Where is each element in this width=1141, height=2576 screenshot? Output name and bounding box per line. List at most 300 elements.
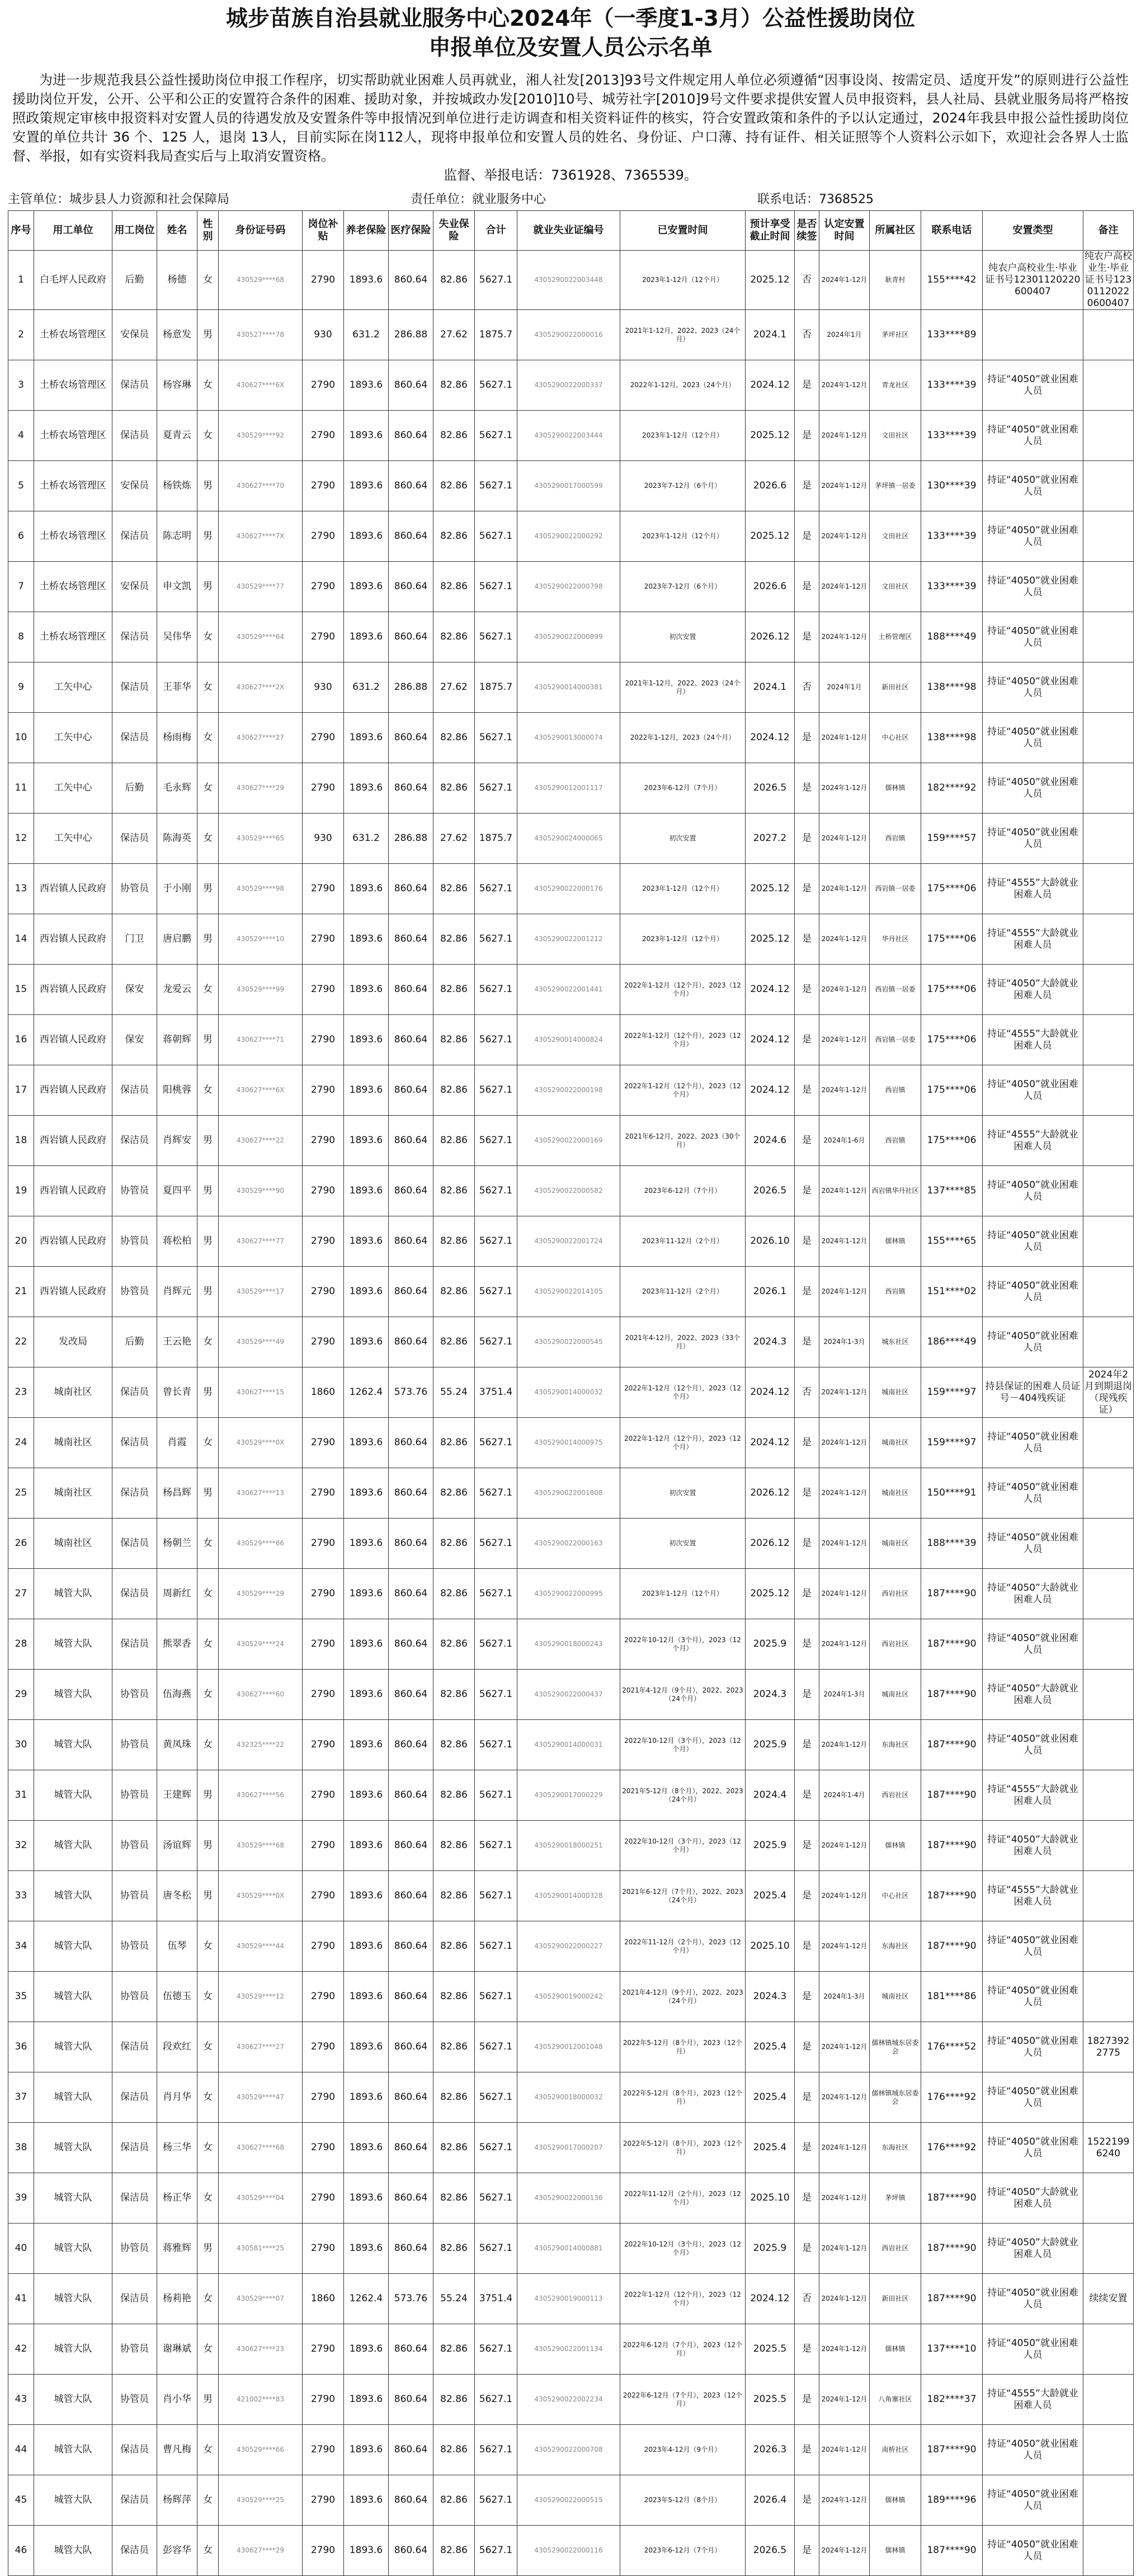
cell-col-gender: 男 [197,1821,219,1871]
cell-col-name: 曾长青 [157,1367,197,1418]
cell-col-renewal: 是 [795,1317,819,1367]
cell-col-post-subsidy: 2790 [303,1871,344,1921]
cell-col-unemployment: 82.86 [433,1619,475,1670]
cell-col-placed-period: 初次安置 [620,612,746,662]
cell-col-name: 陈志明 [157,511,197,562]
cell-col-id-number: 430627****68 [219,2123,303,2173]
cell-col-id-number: 430529****24 [219,1619,303,1670]
cell-col-medical: 860.64 [389,1670,433,1720]
cell-col-post: 协管员 [112,2375,157,2425]
cell-col-phone: 187****90 [921,2526,983,2576]
cell-col-placed-period: 2021年5-12月（8个月），2022、2023（24个月） [620,1770,746,1821]
cell-col-post-subsidy: 2790 [303,763,344,814]
cell-col-phone: 189****96 [921,2475,983,2526]
cell-col-pension: 1893.6 [344,2526,389,2576]
cell-col-certificate-no: 4305290019000113 [517,2274,620,2324]
cell-col-unemployment: 82.86 [433,1267,475,1317]
cell-col-employer: 城管大队 [34,2173,112,2224]
cell-col-certificate-no: 4305290022000798 [517,562,620,612]
cell-col-employer: 城管大队 [34,2072,112,2123]
cell-col-pension: 1893.6 [344,1116,389,1166]
cell-col-confirmed-period: 2024年1-3月 [819,1670,870,1720]
cell-col-gender: 女 [197,763,219,814]
cell-col-index: 37 [8,2072,34,2123]
cell-col-name: 杨朝兰 [157,1519,197,1569]
cell-col-gender: 男 [197,1015,219,1065]
cell-col-index: 4 [8,411,34,461]
cell-col-post-subsidy: 2790 [303,2526,344,2576]
cell-col-community: 儒林镇城东居委会 [870,2022,921,2072]
cell-col-expected-end: 2025.4 [746,2072,795,2123]
cell-col-remarks [1083,2526,1134,2576]
cell-col-phone: 175****06 [921,1116,983,1166]
cell-col-certificate-no: 4305290022001808 [517,1468,620,1519]
cell-col-name: 彭容华 [157,2526,197,2576]
cell-col-total: 5627.1 [475,713,517,763]
cell-col-employer: 土桥农场管理区 [34,411,112,461]
cell-col-placed-period: 2021年6-12月，2022、2023（30个月） [620,1116,746,1166]
cell-col-id-number: 430529****68 [219,1821,303,1871]
cell-col-placement-type: 持证“4050”就业困难人员 [983,2475,1083,2526]
cell-col-post: 保洁员 [112,1418,157,1468]
cell-col-name: 杨容琳 [157,360,197,411]
cell-col-employer: 工矢中心 [34,662,112,713]
cell-col-pension: 1893.6 [344,251,389,310]
cell-col-pension: 1893.6 [344,2375,389,2425]
cell-col-expected-end: 2026.6 [746,562,795,612]
cell-col-phone: 159****97 [921,1367,983,1418]
cell-col-certificate-no: 4305290022002234 [517,2375,620,2425]
cell-col-employer: 工矢中心 [34,713,112,763]
cell-col-pension: 1893.6 [344,1770,389,1821]
cell-col-unemployment: 82.86 [433,864,475,914]
cell-col-placement-type: 持证“4050”就业困难人员 [983,1216,1083,1267]
cell-col-phone: 176****92 [921,2123,983,2173]
table-row [8,2425,1134,2475]
cell-col-placement-type: 持证“4555”大龄就业困难人员 [983,864,1083,914]
cell-col-post: 后勤 [112,1317,157,1367]
cell-col-post-subsidy: 2790 [303,1116,344,1166]
cell-col-certificate-no: 4305290018000032 [517,2072,620,2123]
cell-col-unemployment: 82.86 [433,2173,475,2224]
cell-col-name: 肖辉元 [157,1267,197,1317]
cell-col-unemployment: 82.86 [433,562,475,612]
cell-col-renewal: 是 [795,1116,819,1166]
cell-col-id-number: 430627****6X [219,1065,303,1116]
cell-col-unemployment: 55.24 [433,2274,475,2324]
cell-col-community: 城东社区 [870,1317,921,1367]
cell-col-placement-type: 持证“4050”就业困难人员 [983,2123,1083,2173]
cell-col-renewal: 是 [795,814,819,864]
cell-col-medical: 860.64 [389,2425,433,2475]
cell-col-total: 5627.1 [475,763,517,814]
cell-col-index: 27 [8,1569,34,1619]
cell-col-expected-end: 2025.10 [746,2173,795,2224]
cell-col-certificate-no: 4305290014000975 [517,1418,620,1468]
cell-col-total: 5627.1 [475,2173,517,2224]
cell-col-certificate-no: 4305290022000136 [517,2173,620,2224]
cell-col-gender: 女 [197,1569,219,1619]
cell-col-post-subsidy: 1860 [303,2274,344,2324]
cell-col-expected-end: 2026.5 [746,763,795,814]
cell-col-name: 王云艳 [157,1317,197,1367]
cell-col-community: 城南社区 [870,1972,921,2022]
cell-col-placement-type: 持证“4050”就业困难人员 [983,662,1083,713]
cell-col-community: 西岩镇一居委 [870,864,921,914]
cell-col-remarks [1083,662,1134,713]
cell-col-employer: 城管大队 [34,1921,112,1972]
cell-col-unemployment: 82.86 [433,2375,475,2425]
cell-col-name: 曹凡梅 [157,2425,197,2475]
cell-col-confirmed-period: 2024年1-12月 [819,251,870,310]
cell-col-unemployment: 82.86 [433,1569,475,1619]
cell-col-expected-end: 2026.5 [746,2526,795,2576]
cell-col-unemployment: 82.86 [433,965,475,1015]
cell-col-confirmed-period: 2024年1-12月 [819,1921,870,1972]
cell-col-placed-period: 2021年4-12月（9个月），2022、2023（24个月） [620,1670,746,1720]
cell-col-renewal: 是 [795,2123,819,2173]
cell-col-certificate-no: 4305290022000545 [517,1317,620,1367]
cell-col-post-subsidy: 2790 [303,2123,344,2173]
cell-col-post-subsidy: 2790 [303,2324,344,2375]
cell-col-name: 周新红 [157,1569,197,1619]
cell-col-post: 保洁员 [112,2123,157,2173]
cell-col-community: 城南社区 [870,1418,921,1468]
cell-col-employer: 城管大队 [34,2475,112,2526]
cell-col-total: 3751.4 [475,1367,517,1418]
cell-col-placed-period: 2022年1-12月（12个月），2023（12个月） [620,1367,746,1418]
cell-col-confirmed-period: 2024年1-12月 [819,1468,870,1519]
cell-col-placed-period: 2021年4-12月（9个月），2022、2023（24个月） [620,1972,746,2022]
cell-col-id-number: 430627****77 [219,1216,303,1267]
cell-col-post: 协管员 [112,864,157,914]
cell-col-phone: 159****57 [921,814,983,864]
cell-col-gender: 男 [197,1770,219,1821]
cell-col-post-subsidy: 2790 [303,1519,344,1569]
cell-col-name: 肖霞 [157,1418,197,1468]
cell-col-expected-end: 2025.12 [746,411,795,461]
cell-col-gender: 女 [197,2123,219,2173]
cell-col-confirmed-period: 2024年1-12月 [819,864,870,914]
cell-col-post-subsidy: 2790 [303,1821,344,1871]
cell-col-gender: 女 [197,2425,219,2475]
cell-col-employer: 城管大队 [34,1770,112,1821]
document-subtitle: 申报单位及安置人员公示名单 [428,35,713,60]
cell-col-gender: 男 [197,914,219,965]
cell-col-renewal: 是 [795,2173,819,2224]
cell-col-pension: 1893.6 [344,360,389,411]
cell-col-phone: 188****49 [921,612,983,662]
cell-col-name: 王建辉 [157,1770,197,1821]
cell-col-gender: 男 [197,1468,219,1519]
cell-col-renewal: 否 [795,251,819,310]
cell-col-pension: 1893.6 [344,1972,389,2022]
table-row [8,1418,1134,1468]
cell-col-gender: 女 [197,662,219,713]
header-col-certificate-no: 就业失业证编号 [517,211,620,251]
cell-col-placement-type: 持证“4050”就业困难人员 [983,2324,1083,2375]
table-row [8,1871,1134,1921]
cell-col-community: 西岩社区 [870,1619,921,1670]
cell-col-renewal: 是 [795,1921,819,1972]
cell-col-unemployment: 82.86 [433,2022,475,2072]
contact-phone: 联系电话：7368525 [757,192,874,206]
cell-col-community: 儒林镇 [870,1821,921,1871]
cell-col-confirmed-period: 2024年1-12月 [819,360,870,411]
cell-col-placed-period: 2022年11-12月（2个月），2023（12个月） [620,1921,746,1972]
cell-col-certificate-no: 4305290018000243 [517,1619,620,1670]
cell-col-expected-end: 2024.4 [746,1770,795,1821]
cell-col-confirmed-period: 2024年1-12月 [819,1619,870,1670]
cell-col-unemployment: 27.62 [433,662,475,713]
cell-col-total: 1875.7 [475,814,517,864]
cell-col-post-subsidy: 2790 [303,411,344,461]
cell-col-pension: 1262.4 [344,1367,389,1418]
cell-col-index: 17 [8,1065,34,1116]
cell-col-name: 阳桃蓉 [157,1065,197,1116]
table-row [8,1770,1134,1821]
cell-col-expected-end: 2025.4 [746,1871,795,1921]
cell-col-confirmed-period: 2024年1-6月 [819,1116,870,1166]
cell-col-certificate-no: 4305290022000515 [517,2475,620,2526]
cell-col-medical: 860.64 [389,1972,433,2022]
cell-col-unemployment: 82.86 [433,1317,475,1367]
table-row [8,1921,1134,1972]
cell-col-expected-end: 2024.3 [746,1972,795,2022]
cell-col-post: 保洁员 [112,2274,157,2324]
cell-col-placed-period: 2023年7-12月（6个月） [620,562,746,612]
cell-col-employer: 发改局 [34,1317,112,1367]
cell-col-confirmed-period: 2024年1-12月 [819,411,870,461]
cell-col-confirmed-period: 2024年1-12月 [819,2475,870,2526]
cell-col-expected-end: 2026.12 [746,1468,795,1519]
cell-col-remarks [1083,763,1134,814]
table-row [8,461,1134,511]
cell-col-total: 3751.4 [475,2274,517,2324]
cell-col-post: 保洁员 [112,2425,157,2475]
cell-col-renewal: 否 [795,1367,819,1418]
cell-col-id-number: 430627****56 [219,1770,303,1821]
cell-col-remarks [1083,1267,1134,1317]
cell-col-certificate-no: 4305290014000381 [517,662,620,713]
cell-col-total: 5627.1 [475,2375,517,2425]
cell-col-post: 协管员 [112,1821,157,1871]
cell-col-phone: 130****39 [921,461,983,511]
cell-col-community: 儒林镇 [870,763,921,814]
cell-col-placement-type: 持证“4050”就业困难人员 [983,360,1083,411]
cell-col-confirmed-period: 2024年1-12月 [819,511,870,562]
table-row [8,1216,1134,1267]
cell-col-phone: 175****06 [921,914,983,965]
cell-col-confirmed-period: 2024年1月 [819,310,870,360]
cell-col-name: 申文凯 [157,562,197,612]
cell-col-confirmed-period: 2024年1-12月 [819,1871,870,1921]
cell-col-placed-period: 初次安置 [620,1468,746,1519]
table-row [8,1267,1134,1317]
table-row [8,965,1134,1015]
cell-col-renewal: 是 [795,2425,819,2475]
cell-col-placed-period: 2023年6-12月（7个月） [620,2526,746,2576]
cell-col-unemployment: 82.86 [433,2475,475,2526]
cell-col-gender: 女 [197,2173,219,2224]
cell-col-placed-period: 2022年1-12月，2023（24个月） [620,713,746,763]
cell-col-post: 协管员 [112,1267,157,1317]
cell-col-medical: 860.64 [389,612,433,662]
table-row [8,2072,1134,2123]
cell-col-gender: 女 [197,713,219,763]
cell-col-community: 中心社区 [870,713,921,763]
cell-col-pension: 1893.6 [344,713,389,763]
header-col-unemployment: 失业保险 [433,211,475,251]
cell-col-confirmed-period: 2024年1-4月 [819,1770,870,1821]
cell-col-gender: 女 [197,2526,219,2576]
cell-col-id-number: 430529****0X [219,1871,303,1921]
cell-col-expected-end: 2024.12 [746,1367,795,1418]
cell-col-community: 儒林镇城东居委会 [870,2072,921,2123]
cell-col-phone: 187****90 [921,2425,983,2475]
cell-col-confirmed-period: 2024年1-12月 [819,2123,870,2173]
cell-col-post-subsidy: 2790 [303,2072,344,2123]
cell-col-unemployment: 82.86 [433,1871,475,1921]
cell-col-id-number: 430627****6X [219,360,303,411]
cell-col-phone: 133****39 [921,411,983,461]
table-row [8,1619,1134,1670]
cell-col-medical: 860.64 [389,251,433,310]
cell-col-index: 2 [8,310,34,360]
cell-col-expected-end: 2024.12 [746,1065,795,1116]
cell-col-remarks: 纯农户高校业生·毕业证书号12301120220600407 [1083,251,1134,310]
cell-col-post: 保洁员 [112,1065,157,1116]
cell-col-confirmed-period: 2024年1-12月 [819,461,870,511]
cell-col-pension: 1893.6 [344,2224,389,2274]
cell-col-certificate-no: 4305290014000328 [517,1871,620,1921]
cell-col-placement-type: 持证“4050”就业困难人员 [983,1317,1083,1367]
cell-col-gender: 女 [197,2022,219,2072]
cell-col-medical: 860.64 [389,2173,433,2224]
cell-col-renewal: 是 [795,1972,819,2022]
cell-col-confirmed-period: 2024年1-12月 [819,1015,870,1065]
cell-col-post: 协管员 [112,1972,157,2022]
cell-col-unemployment: 82.86 [433,1015,475,1065]
cell-col-pension: 1893.6 [344,1720,389,1770]
table-row [8,1670,1134,1720]
cell-col-phone: 175****06 [921,864,983,914]
cell-col-phone: 175****06 [921,965,983,1015]
cell-col-employer: 城南社区 [34,1418,112,1468]
cell-col-medical: 860.64 [389,1166,433,1216]
cell-col-index: 23 [8,1367,34,1418]
cell-col-index: 9 [8,662,34,713]
cell-col-id-number: 430627****7X [219,511,303,562]
cell-col-name: 夏四平 [157,1166,197,1216]
cell-col-placed-period: 2022年6-12月（7个月），2023（12个月） [620,2375,746,2425]
cell-col-total: 5627.1 [475,1065,517,1116]
cell-col-medical: 860.64 [389,2224,433,2274]
cell-col-name: 杨雨梅 [157,713,197,763]
cell-col-post-subsidy: 2790 [303,2475,344,2526]
cell-col-pension: 1893.6 [344,1267,389,1317]
header-col-post-subsidy: 岗位补贴 [303,211,344,251]
cell-col-community: 文田社区 [870,411,921,461]
cell-col-renewal: 是 [795,1216,819,1267]
cell-col-certificate-no: 4305290012001048 [517,2022,620,2072]
cell-col-placement-type: 持证“4050”就业困难人员 [983,2022,1083,2072]
cell-col-pension: 1893.6 [344,2475,389,2526]
cell-col-total: 5627.1 [475,1166,517,1216]
cell-col-certificate-no: 4305290022001724 [517,1216,620,1267]
cell-col-remarks: 18273922775 [1083,2022,1134,2072]
cell-col-remarks [1083,2475,1134,2526]
header-col-employer: 用工单位 [34,211,112,251]
cell-col-total: 5627.1 [475,1519,517,1569]
cell-col-placed-period: 2021年4-12月，2022、2023（33个月） [620,1317,746,1367]
cell-col-index: 36 [8,2022,34,2072]
cell-col-renewal: 是 [795,1569,819,1619]
cell-col-renewal: 是 [795,1720,819,1770]
cell-col-remarks: 续续安置 [1083,2274,1134,2324]
cell-col-certificate-no: 4305290017000229 [517,1770,620,1821]
cell-col-placement-type: 持证“4050”就业困难人员 [983,1267,1083,1317]
cell-col-index: 19 [8,1166,34,1216]
cell-col-remarks [1083,612,1134,662]
cell-col-gender: 男 [197,310,219,360]
cell-col-phone: 133****39 [921,511,983,562]
cell-col-certificate-no: 4305290022014105 [517,1267,620,1317]
cell-col-community: 东海社区 [870,1720,921,1770]
cell-col-post: 保洁员 [112,1116,157,1166]
cell-col-renewal: 是 [795,2224,819,2274]
cell-col-expected-end: 2026.12 [746,612,795,662]
cell-col-employer: 城管大队 [34,1619,112,1670]
cell-col-post: 保洁员 [112,2475,157,2526]
cell-col-confirmed-period: 2024年1-12月 [819,2224,870,2274]
cell-col-post: 门卫 [112,914,157,965]
cell-col-index: 35 [8,1972,34,2022]
cell-col-placed-period: 初次安置 [620,1519,746,1569]
cell-col-unemployment: 82.86 [433,1468,475,1519]
cell-col-index: 31 [8,1770,34,1821]
cell-col-gender: 女 [197,814,219,864]
cell-col-pension: 1893.6 [344,461,389,511]
cell-col-expected-end: 2025.5 [746,2324,795,2375]
cell-col-gender: 女 [197,1720,219,1770]
cell-col-employer: 城管大队 [34,2123,112,2173]
cell-col-medical: 860.64 [389,2375,433,2425]
cell-col-renewal: 否 [795,662,819,713]
cell-col-post-subsidy: 2790 [303,1216,344,1267]
cell-col-renewal: 是 [795,1166,819,1216]
cell-col-employer: 西岩镇人民政府 [34,1116,112,1166]
cell-col-medical: 860.64 [389,1267,433,1317]
cell-col-post-subsidy: 930 [303,662,344,713]
cell-col-renewal: 是 [795,1468,819,1519]
cell-col-unemployment: 82.86 [433,2123,475,2173]
cell-col-placement-type: 持证“4555”大龄就业困难人员 [983,2375,1083,2425]
cell-col-medical: 860.64 [389,1015,433,1065]
cell-col-remarks [1083,2324,1134,2375]
cell-col-placed-period: 2022年10-12月（3个月），2023（12个月） [620,2224,746,2274]
cell-col-remarks [1083,1166,1134,1216]
cell-col-medical: 860.64 [389,1418,433,1468]
cell-col-employer: 城管大队 [34,1821,112,1871]
header-col-id-number: 身份证号码 [219,211,303,251]
cell-col-renewal: 是 [795,2526,819,2576]
cell-col-confirmed-period: 2024年1-12月 [819,1267,870,1317]
cell-col-index: 45 [8,2475,34,2526]
cell-col-placed-period: 2022年1-12月（12个月），2023（12个月） [620,1065,746,1116]
cell-col-pension: 1893.6 [344,2173,389,2224]
cell-col-pension: 1893.6 [344,1468,389,1519]
